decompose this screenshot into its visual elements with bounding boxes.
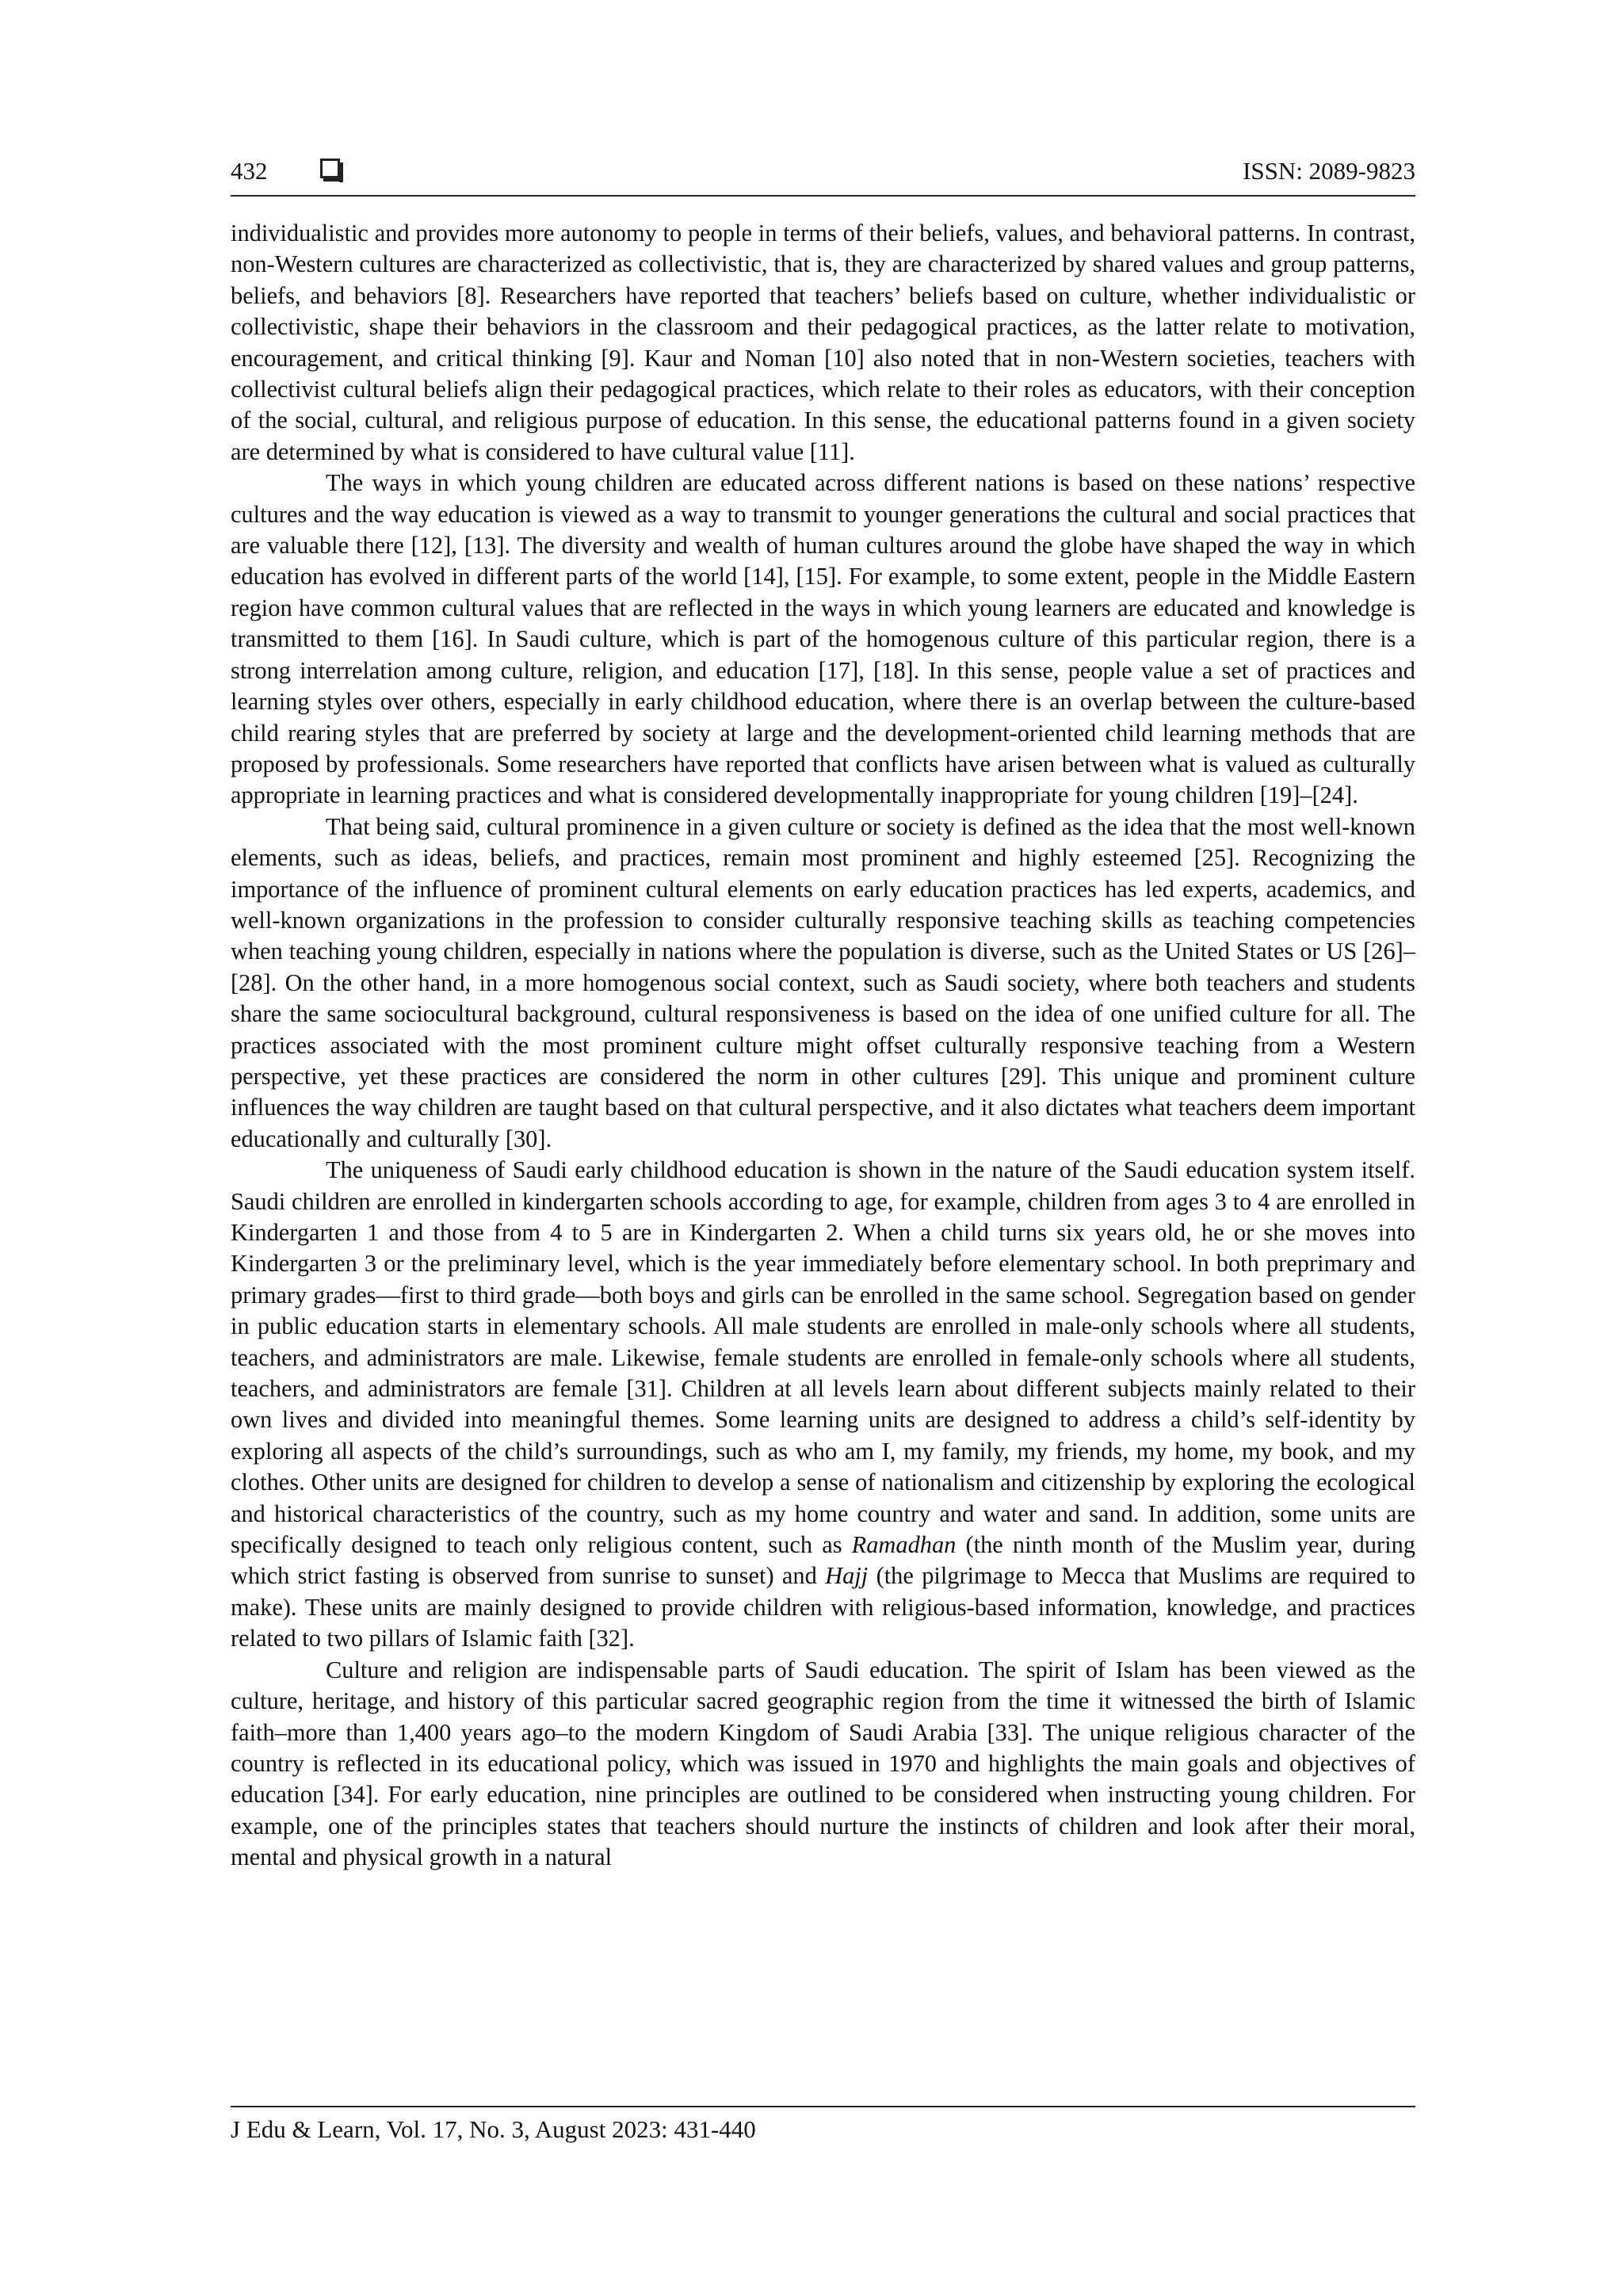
- page-number: 432: [231, 157, 268, 185]
- text-run: The uniqueness of Saudi early childhood education is shown in the nature of the Saudi education system itself. Saudi children are enrolled in kindergarten schools according to age, for example, children from ages 3 to 4 are enrolled in Kindergarten 1 and those from 4 to 5 are in Kindergarten 2. When a child turns six years old, he or she moves into Kindergarten 3 or the preliminary level, which is the year immediately before elementary school. In both preprimary and primary grades—first to third grade—both boys and girls can be enrolled in the same school. Segregation based on gender in public education starts in elementary schools. All male students are enrolled in male-only schools where all students, teachers, and administrators are male. Likewise, female students are enrolled in female-only schools where all students, teachers, and administrators are female [31]. Children at all levels learn about different subjects mainly related to their own lives and divided into meaningful themes. Some learning units are designed to address a child’s self-identity by exploring all aspects of the child’s surroundings, such as who am I, my family, my friends, my home, my book, and my clothes. Other units are designed for children to develop a sense of nationalism and citizenship by exploring the ecological and historical characteristics of the country, such as my home country and water and sand. In addition, some units are specifically designed to teach only religious content, such as: [231, 1156, 1415, 1559]
- text-run: (the pilgrimage to Mecca that Muslims are required to make). These units are mainly designed to provide children with religious-based information, knowledge, and practices related to two pillars of Islamic faith [32].: [231, 1562, 1415, 1652]
- page-footer: [231, 2106, 1415, 2145]
- text-run: (the ninth month of the Muslim year, during which strict fasting is observed from sunrise to sunset) and: [231, 1531, 1416, 1590]
- text-run: That being said, cultural prominence in a given culture or society is defined as the idea that the most well-known elements, such as ideas, beliefs, and practices, remain most prominent and highly esteemed [25]. Recognizing the importance of the influence of prominent cultural elements on early education practices has led experts, academics, and well-known organizations in the profession to consider culturally responsive teaching skills as teaching competencies when teaching young children, especially in nations where the population is diverse, such as the United States or US [26]–[28]. On the other hand, in a more homogenous social context, such as Saudi society, where both teachers and students share the same sociocultural background, cultural responsiveness is based on the idea of one unified culture for all. The practices associated with the most prominent culture might offset culturally responsive teaching from a Western perspective, yet these practices are considered the norm in other cultures [29]. This unique and prominent culture influences the way children are taught based on that cultural perspective, and it also dictates what teachers deem important educationally and culturally [30].: [231, 812, 1415, 1152]
- checkbox-square-icon: [320, 159, 340, 178]
- page-header: [231, 155, 1415, 197]
- paragraph: [231, 468, 1415, 811]
- article-body: [231, 218, 1415, 1874]
- text-run: Culture and religion are indispensable parts of Saudi education. The spirit of Islam has been viewed as the culture, heritage, and history of this particular sacred geographic region from the time it witnessed the birth of Islamic faith–more than 1,400 years ago–to the modern Kingdom of Saudi Arabia [33]. The unique religious character of the country is reflected in its educational policy, which was issued in 1970 and highlights the main goals and objectives of education [34]. For early education, nine principles are outlined to be considered when instructing young children. For example, one of the principles states that teachers should nurture the instincts of children and look after their moral, mental and physical growth in a natural: [231, 1656, 1415, 1871]
- text-run: The ways in which young children are educated across different nations is based on these nations’ respective cultures and the way education is viewed as a way to transmit to younger generations the cultural and social practices that are valuable there [12], [13]. The diversity and wealth of human cultures around the globe have shaped the way in which education has evolved in different parts of the world [14], [15]. For example, to some extent, people in the Middle Eastern region have common cultural values that are reflected in the ways in which young learners are educated and knowledge is transmitted to them [16]. In Saudi culture, which is part of the homogenous culture of this particular region, there is a strong interrelation among culture, religion, and education [17], [18]. In this sense, people value a set of practices and learning styles over others, especially in early childhood education, where there is an overlap between the culture-based child rearing styles that are preferred by society at large and the development-oriented child learning methods that are proposed by professionals. Some researchers have reported that conflicts have arisen between what is valued as culturally appropriate in learning practices and what is considered developmentally inappropriate for young children [19]–[24].: [231, 469, 1415, 809]
- paragraph: [231, 218, 1415, 468]
- paragraph: [231, 1155, 1415, 1655]
- issn-label: ISSN: 2089-9823: [1243, 157, 1415, 185]
- journal-citation: J Edu & Learn, Vol. 17, No. 3, August 2023: 431-440: [231, 2115, 756, 2143]
- italic-term: Ramadhan: [851, 1531, 957, 1559]
- italic-term: Hajj: [825, 1562, 869, 1590]
- text-run: individualistic and provides more autonomy to people in terms of their beliefs, values, and behavioral patterns. In contrast, non-Western cultures are characterized as collectivistic, that is, they are characterized by shared values and group patterns, beliefs, and behaviors [8]. Researchers have reported that teachers’ beliefs based on culture, whether individualistic or collectivistic, shape their behaviors in the classroom and their pedagogical practices, as the latter relate to motivation, encouragement, and critical thinking [9]. Kaur and Noman [10] also noted that in non-Western societies, teachers with collectivist cultural beliefs align their pedagogical practices, which relate to their roles as educators, with their conception of the social, cultural, and religious purpose of education. In this sense, the educational patterns found in a given society are determined by what is considered to have cultural value [11].: [231, 220, 1415, 465]
- paragraph: [231, 1655, 1415, 1874]
- paragraph: [231, 812, 1415, 1155]
